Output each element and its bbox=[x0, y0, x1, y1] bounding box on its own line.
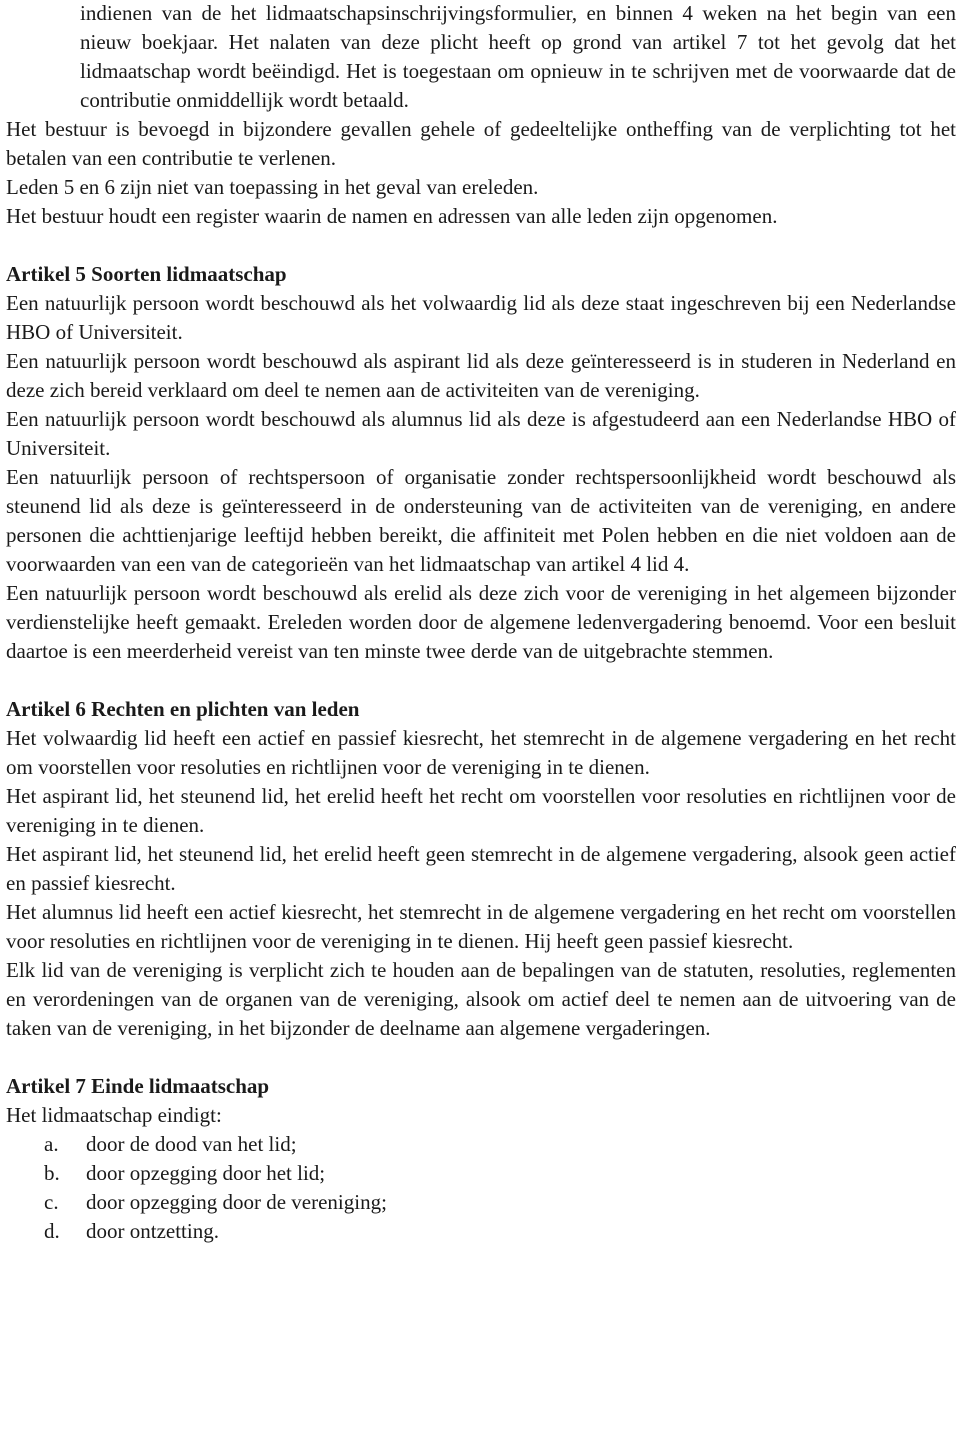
item-text: Elk lid van de vereniging is verplicht zich te houden aan de bepalingen van de statuten, resoluties, reglementen en verordeningen van de organen van de vereniging, alsook om actief deel te nemen aan de uitvoering van de taken van de vereniging, in het bijzonder de deelname aan algemene vergaderingen. bbox=[6, 958, 956, 1040]
artikel-7-heading: Artikel 7 Einde lidmaatschap bbox=[6, 1074, 270, 1098]
list-item bbox=[0, 347, 956, 405]
list-item bbox=[0, 840, 956, 898]
item-text: Een natuurlijk persoon of rechtspersoon of organisatie zonder rechtspersoonlijkheid wordt beschouwd als steunend lid als deze is geïnteresseerd in de ondersteuning van de activiteiten van de vereniging, en andere personen die achttienjarige leeftijd hebben bereikt, die affiniteit met Polen hebben en die niet voldoen aan de voorwaarden van een van de categorieën van het lidmaatschap van artikel 4 lid 4. bbox=[6, 465, 956, 576]
continuation-paragraph: indienen van de het lidmaatschapsinschrijvingsformulier, en binnen 4 weken na het begin van een nieuw boekjaar. Het nalaten van deze plicht heeft op grond van artikel 7 tot het gevolg dat het lidmaatschap wordt beëindigd. Het is toegestaan om opnieuw in te schrijven met de voorwaarde dat de contributie onmiddellijk wordt betaald. bbox=[80, 1, 956, 112]
sub-item-text: door opzegging door de vereniging; bbox=[86, 1190, 387, 1214]
sub-item-text: door ontzetting. bbox=[86, 1219, 219, 1243]
item-text: Het aspirant lid, het steunend lid, het erelid heeft het recht om voorstellen voor resoluties en richtlijnen voor de vereniging in te dienen. bbox=[6, 784, 956, 837]
item-text: Leden 5 en 6 zijn niet van toepassing in het geval van ereleden. bbox=[6, 175, 539, 199]
sub-item-text: door opzegging door het lid; bbox=[86, 1161, 326, 1185]
item-text: Het bestuur houdt een register waarin de namen en adressen van alle leden zijn opgenomen. bbox=[6, 204, 778, 228]
list-item bbox=[0, 579, 956, 666]
sub-item-label: b. bbox=[44, 1161, 60, 1185]
item-text: Het aspirant lid, het steunend lid, het erelid heeft geen stemrecht in de algemene vergadering, alsook geen actief en passief kiesrecht. bbox=[6, 842, 956, 895]
item-text: Het lidmaatschap eindigt: bbox=[6, 1103, 222, 1127]
item-text: Een natuurlijk persoon wordt beschouwd als erelid als deze zich voor de vereniging in het algemeen bijzonder verdienstelijke heeft gemaakt. Ereleden worden door de algemene ledenvergadering benoemd. Voor een besluit daartoe is een meerderheid vereist van ten minste twee derde van de uitgebrachte stemmen. bbox=[6, 581, 956, 663]
item-text: Het bestuur is bevoegd in bijzondere gevallen gehele of gedeeltelijke ontheffing van de verplichting tot het betalen van een contributie te verlenen. bbox=[6, 117, 956, 170]
list-item bbox=[0, 463, 956, 579]
artikel-6-heading: Artikel 6 Rechten en plichten van leden bbox=[6, 697, 360, 721]
sub-list-item bbox=[0, 1188, 956, 1217]
list-item bbox=[0, 202, 956, 231]
sub-item-label: a. bbox=[44, 1132, 59, 1156]
item-text: Het alumnus lid heeft een actief kiesrecht, het stemrecht in de algemene vergadering en het recht om voorstellen voor resoluties en richtlijnen voor de vereniging in te dienen. Hij heeft geen passief kiesrecht. bbox=[6, 900, 956, 953]
item-text: Een natuurlijk persoon wordt beschouwd als aspirant lid als deze geïnteresseerd is in studeren in Nederland en deze zich bereid verklaard om deel te nemen aan de activiteiten van de vereniging. bbox=[6, 349, 956, 402]
list-item bbox=[0, 782, 956, 840]
sub-list-item bbox=[0, 1159, 956, 1188]
list-item bbox=[0, 1101, 956, 1130]
artikel-5-heading: Artikel 5 Soorten lidmaatschap bbox=[6, 262, 287, 286]
list-item bbox=[0, 956, 956, 1043]
list-item bbox=[0, 724, 956, 782]
list-item bbox=[0, 173, 956, 202]
sub-item-text: door de dood van het lid; bbox=[86, 1132, 297, 1156]
sub-item-label: d. bbox=[44, 1219, 60, 1243]
item-text: Een natuurlijk persoon wordt beschouwd als alumnus lid als deze is afgestudeerd aan een Nederlandse HBO of Universiteit. bbox=[6, 407, 956, 460]
list-item bbox=[0, 289, 956, 347]
sub-list-item bbox=[0, 1217, 956, 1246]
list-item bbox=[0, 115, 956, 173]
document-page bbox=[6, 0, 956, 1246]
item-text: Een natuurlijk persoon wordt beschouwd als het volwaardig lid als deze staat ingeschreven bij een Nederlandse HBO of Universiteit. bbox=[6, 291, 956, 344]
sub-item-label: c. bbox=[44, 1190, 59, 1214]
sub-list-item bbox=[0, 1130, 956, 1159]
list-item bbox=[0, 405, 956, 463]
list-item bbox=[0, 898, 956, 956]
item-text: Het volwaardig lid heeft een actief en passief kiesrecht, het stemrecht in de algemene vergadering en het recht om voorstellen voor resoluties en richtlijnen voor de vereniging in te dienen. bbox=[6, 726, 956, 779]
